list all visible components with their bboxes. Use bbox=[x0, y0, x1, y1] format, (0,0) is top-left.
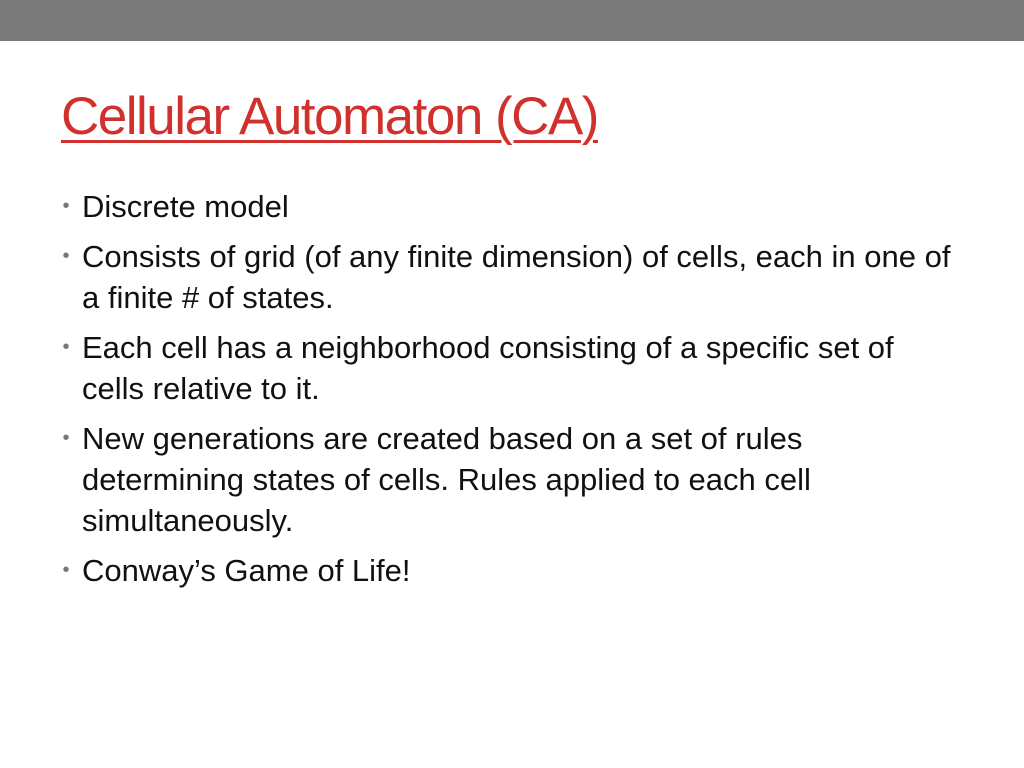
list-item bbox=[60, 327, 960, 409]
slide-title: Cellular Automaton (CA) bbox=[61, 87, 598, 146]
bullet-list bbox=[60, 186, 960, 600]
bullet-icon: • bbox=[62, 336, 70, 358]
top-banner-bar bbox=[0, 0, 1024, 41]
bullet-icon: • bbox=[62, 427, 70, 449]
list-item bbox=[60, 550, 960, 591]
bullet-text: Discrete model bbox=[82, 189, 289, 224]
bullet-text: Each cell has a neighborhood consisting of a specific set of cells relative to it. bbox=[82, 330, 894, 406]
list-item bbox=[60, 236, 960, 318]
bullet-icon: • bbox=[62, 559, 70, 581]
bullet-text: Conway’s Game of Life! bbox=[82, 553, 411, 588]
list-item bbox=[60, 186, 960, 227]
bullet-text: New generations are created based on a set of rules determining states of cells. Rules applied to each cell simultaneously. bbox=[82, 421, 811, 538]
bullet-icon: • bbox=[62, 245, 70, 267]
bullet-text: Consists of grid (of any finite dimension) of cells, each in one of a finite # of states. bbox=[82, 239, 951, 315]
list-item bbox=[60, 418, 960, 541]
bullet-icon: • bbox=[62, 195, 70, 217]
